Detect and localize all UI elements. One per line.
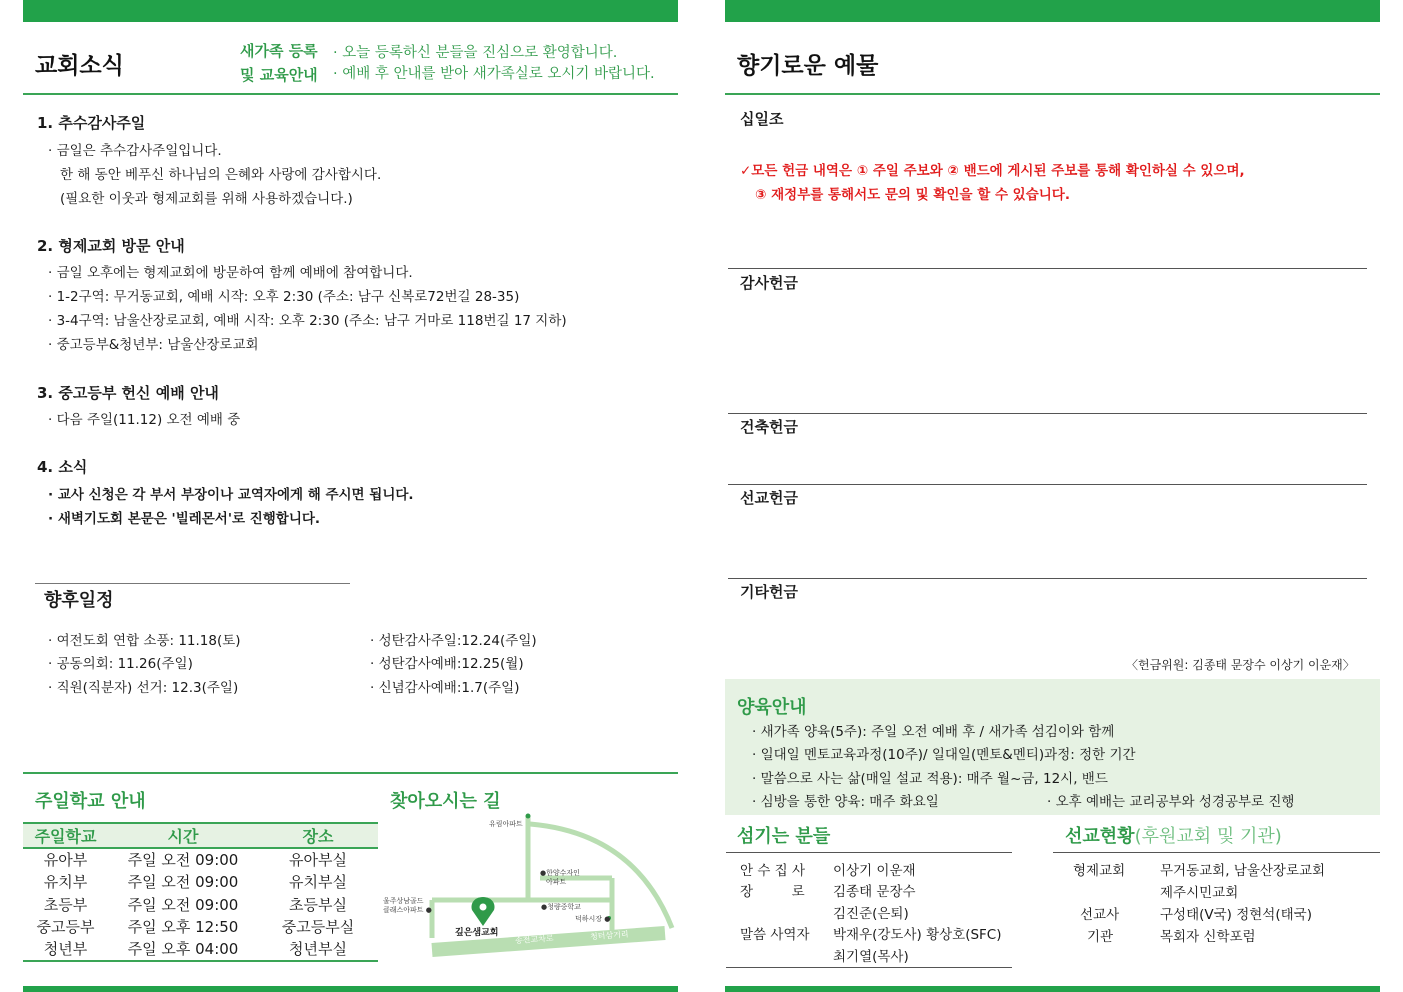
newcomer-label-1: 새가족 등록 — [240, 42, 318, 60]
servers-bottom-line — [726, 967, 1012, 968]
table-cell: 주일 오전 09:00 — [127, 873, 239, 892]
mission-role: 선교사 — [1080, 907, 1120, 923]
section-4-line: · 교사 신청은 각 부서 부장이나 교역자에게 해 주시면 됩니다. — [48, 487, 414, 503]
map-label: 울주상남골드 — [383, 897, 424, 905]
server-names: 김종태 문장수 — [833, 884, 916, 900]
bottom-bar-left — [23, 986, 678, 992]
section-2-line: · 1-2구역: 무거동교회, 예배 시작: 오후 2:30 (주소: 남구 신복로72번길 28-35) — [48, 289, 520, 305]
table-cell: 유아부 — [43, 851, 88, 870]
table-header: 시간 — [108, 823, 258, 848]
table-header: 주일학교 — [23, 823, 108, 848]
schedule-item: · 성탄감사예배:12.25(월) — [370, 656, 524, 672]
server-role: 장 로 — [740, 884, 805, 900]
servers-top-line — [726, 852, 1012, 853]
road-label: 청터삼거리 — [589, 929, 629, 942]
server-names: 박재우(강도사) 황상호(SFC) — [833, 927, 1002, 943]
schedule-item: · 공동의회: 11.26(주일) — [48, 656, 193, 672]
map-label: 아파트 — [546, 878, 567, 886]
mission-role: 형제교회 — [1073, 863, 1126, 879]
sunday-school-table — [23, 822, 378, 962]
schedule-item: · 직원(직분자) 선거: 12.3(주일) — [48, 680, 239, 696]
mission-names: 무거동교회, 남울산장로교회 — [1160, 863, 1326, 879]
missions-title-sub: (후원교회 및 기관) — [1134, 826, 1282, 847]
section-head-1: 1. 추수감사주일 — [37, 114, 146, 132]
mission-names: 구성태(V국) 정현석(태국) — [1160, 907, 1312, 923]
table-cell: 중고등부실 — [281, 918, 355, 937]
newcomer-line-2: · 예배 후 안내를 받아 새가족실로 오시기 바랍니다. — [333, 66, 655, 82]
nurture-line: · 새가족 양육(5주): 주일 오전 예배 후 / 새가족 섬김이와 함께 — [752, 724, 1115, 740]
section-2-line: · 금일 오후에는 형제교회에 방문하여 함께 예배에 참여합니다. — [48, 265, 413, 281]
schedule-divider — [35, 583, 350, 584]
table-cell: 유아부실 — [289, 851, 347, 870]
header-divider-right — [725, 93, 1380, 95]
table-row — [23, 916, 378, 939]
church-map-label: 깊은샘교회 — [455, 928, 499, 938]
top-bar-left — [23, 0, 678, 22]
servers-title: 섬기는 분들 — [737, 826, 831, 847]
section-3-line: · 다음 주일(11.12) 오전 예배 중 — [48, 412, 241, 428]
table-cell: 유치부 — [43, 873, 88, 892]
page-title-news: 교회소식 — [35, 53, 124, 79]
top-bar-right — [725, 0, 1380, 22]
missions-top-line — [1053, 852, 1380, 853]
directions-title: 찾아오시는 길 — [390, 791, 501, 812]
divider — [728, 413, 1367, 414]
table-cell: 중고등부 — [36, 918, 95, 937]
offering-notice-1: ✓모든 헌금 내역은 ① 주일 주보와 ② 밴드에 게시된 주보를 통해 확인하실 수 있으며, — [740, 163, 1245, 179]
offering-committee: 〈헌금위원: 김종태 문장수 이상기 이운재〉 — [1126, 658, 1355, 672]
section-2-line: · 3-4구역: 남울산장로교회, 예배 시작: 오후 2:30 (주소: 남구 거마로 118번길 17 지하) — [48, 313, 567, 329]
table-cell: 초등부 — [43, 895, 88, 914]
map-label: ●청량중학교 — [541, 903, 581, 911]
mission-offering-label: 선교헌금 — [740, 489, 798, 507]
table-cell: 주일 오후 12:50 — [127, 918, 239, 937]
schedule-item: · 성탄감사주일:12.24(주일) — [370, 633, 537, 649]
missions-title — [1065, 822, 1282, 848]
map-label: 유림아파트 — [489, 820, 523, 828]
mission-role: 기관 — [1087, 929, 1114, 945]
page-title-offerings: 향기로운 예물 — [737, 53, 879, 79]
schedule-item: · 신념감사예배:1.7(주일) — [370, 680, 520, 696]
server-role: 안 수 집 사 — [740, 863, 806, 879]
table-cell: 청년부실 — [289, 940, 347, 959]
building-offering-label: 건축헌금 — [740, 418, 798, 436]
server-names: 이상기 이운재 — [833, 863, 916, 879]
tithe-label: 십일조 — [740, 110, 784, 128]
mission-names: 목회자 신학포럼 — [1160, 929, 1256, 945]
table-cell: 유치부실 — [289, 873, 347, 892]
schedule-item: · 여전도회 연합 소풍: 11.18(토) — [48, 633, 241, 649]
table-cell: 초등부실 — [289, 895, 347, 914]
mission-names: 제주시민교회 — [1160, 885, 1239, 901]
section-1-line: (필요한 이웃과 형제교회를 위해 사용하겠습니다.) — [60, 191, 353, 207]
section-head-3: 3. 중고등부 헌신 예배 안내 — [37, 384, 219, 402]
table-cell: 청년부 — [43, 940, 88, 959]
server-role: 말씀 사역자 — [740, 927, 810, 943]
header-divider-left — [23, 93, 678, 95]
newcomer-label-2: 및 교육안내 — [240, 66, 318, 84]
divider — [728, 484, 1367, 485]
bottom-section-divider — [23, 772, 678, 774]
map-label: ●한양수자인 — [540, 869, 580, 877]
server-names: 최기열(목사) — [833, 949, 909, 965]
map-label: 클래스아파트 ● — [383, 906, 432, 914]
table-cell: 주일 오후 04:00 — [127, 940, 239, 959]
other-offering-label: 기타헌금 — [740, 583, 798, 601]
table-row — [23, 893, 378, 916]
section-1-line: 한 해 동안 베푸신 하나님의 은혜와 사랑에 감사합시다. — [60, 167, 382, 183]
divider — [728, 578, 1367, 579]
thanks-offering-label: 감사헌금 — [740, 274, 798, 292]
road-label: 송전교차로 — [514, 933, 554, 946]
section-head-2: 2. 형제교회 방문 안내 — [37, 237, 185, 255]
table-cell: 주일 오전 09:00 — [127, 851, 239, 870]
table-cell: 주일 오전 09:00 — [127, 895, 239, 914]
offering-notice-2: ③ 재정부를 통해서도 문의 및 확인을 할 수 있습니다. — [755, 187, 1070, 203]
map-label: 덕하시장 ● — [575, 915, 611, 923]
nurture-title: 양육안내 — [737, 697, 807, 718]
schedule-title: 향후일정 — [44, 590, 114, 611]
sunday-school-title: 주일학교 안내 — [35, 791, 146, 812]
bottom-bar-right — [725, 986, 1380, 992]
nurture-line: · 일대일 멘토교육과정(10주)/ 일대일(멘토&멘티)과정: 정한 기간 — [752, 747, 1136, 763]
table-row — [23, 871, 378, 894]
section-1-line: · 금일은 추수감사주일입니다. — [48, 143, 222, 159]
nurture-line: · 말씀으로 사는 삶(매일 설교 적용): 매주 월~금, 12시, 밴드 — [752, 771, 1108, 787]
newcomer-line-1: · 오늘 등록하신 분들을 진심으로 환영합니다. — [333, 45, 618, 61]
nurture-extra: · 오후 예배는 교리공부와 성경공부로 진행 — [1047, 794, 1295, 810]
server-names: 김진준(은퇴) — [833, 906, 909, 922]
section-4-line: · 새벽기도회 본문은 '빌레몬서'로 진행합니다. — [48, 511, 321, 527]
table-row — [23, 848, 378, 871]
missions-title-main: 선교현황 — [1065, 826, 1135, 847]
table-header: 장소 — [258, 823, 378, 848]
table-row — [23, 938, 378, 961]
nurture-line: · 심방을 통한 양육: 매주 화요일 — [752, 794, 939, 810]
section-head-4: 4. 소식 — [37, 458, 88, 476]
divider — [728, 268, 1367, 269]
section-2-line: · 중고등부&청년부: 남울산장로교회 — [48, 337, 259, 353]
